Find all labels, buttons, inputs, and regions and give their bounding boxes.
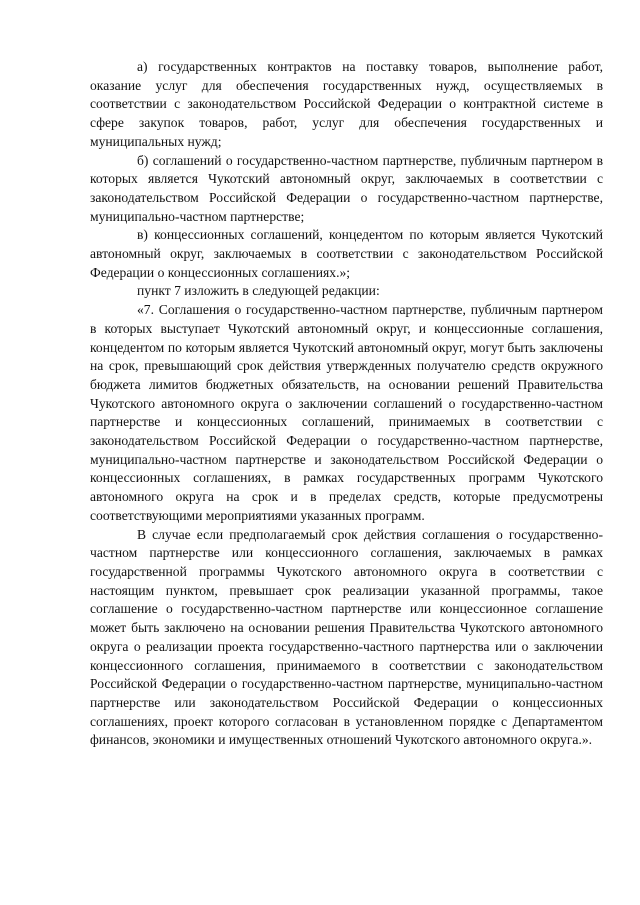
paragraph-item-b: б) соглашений о государственно-частном партнерстве, публичным партнером в которых является Чукотский автономный округ, заключаемых в соответствии с законодательством Российской Федерации о государственно-частном партнерстве, муниципально-частном партнерстве; xyxy=(90,152,603,224)
paragraph-point-7-continued: В случае если предполагаемый срок действия соглашения о государственно-частном партнерстве или концессионного соглашения, заключаемых в рамках государственной программы Чукотского автономного округа в соответствии с настоящим пунктом, превышает срок реализации указанной программы, такое соглашение о государственно-частном партнерстве или концессионное соглашение может быть заключено на основании решения Правительства Чукотского автономного округа о реализации проекта государственно-частного партнерства или о заключении концессионного соглашения, принимаемого в соответствии с законодательством Российской Федерации о государственно-частном партнерстве, муниципально-частном партнерстве или законодательством Российской Федерации о концессионных соглашениях, проект которого согласован в установленном порядке с Департаментом финансов, экономики и имущественных отношений Чукотского автономного округа.». xyxy=(90,526,603,748)
paragraph-point-7: «7. Соглашения о государственно-частном партнерстве, публичным партнером в которых выступает Чукотский автономный округ, и концессионные соглашения, концедентом по которым является Чукотский автономный округ, могут быть заключены на срок, превышающий срок действия утвержденных получателю средств окружного бюджета лимитов бюджетных обязательств, на основании решений Правительства Чукотского автономного округа о заключении соглашений о государственно-частном партнерстве и концессионных соглашений, принимаемых в соответствии с законодательством Российской Федерации о государственно-частном партнерстве, муниципально-частном партнерстве и законодательством Российской Федерации о концессионных соглашениях, в рамках государственных программ Чукотского автономного округа на срок и в пределах средств, которые предусмотрены соответствующими мероприятиями указанных программ. xyxy=(90,302,603,523)
paragraph-amendment-intro: пункт 7 изложить в следующей редакции: xyxy=(137,283,380,299)
document-page xyxy=(90,58,603,750)
paragraph-item-a: а) государственных контрактов на поставку товаров, выполнение работ, оказание услуг для обеспечения государственных нужд, осуществляемых в соответствии с законодательством Российской Федерации о контрактной системе в сфере закупок товаров, работ, услуг для обеспечения государственных и муниципальных нужд; xyxy=(90,59,603,149)
paragraph-item-v: в) концессионных соглашений, концедентом по которым является Чукотский автономный округ, заключаемых в соответствии с законодательством Российской Федерации о концессионных соглашениях.»; xyxy=(90,227,603,280)
